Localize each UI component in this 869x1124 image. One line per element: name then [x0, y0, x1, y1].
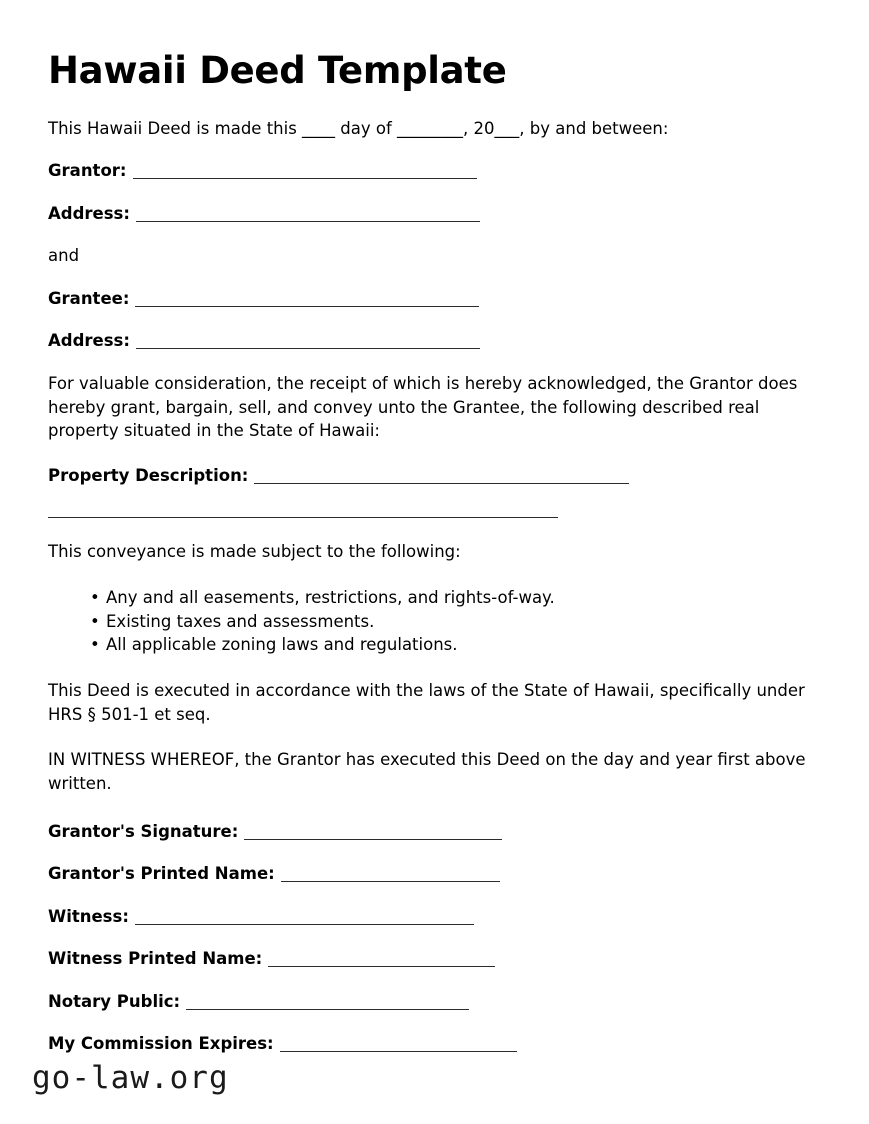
bullet-icon: •: [90, 635, 100, 655]
field-grantor-signature: [48, 821, 821, 842]
field-grantor-address: [48, 203, 821, 224]
witness-paragraph: IN WITNESS WHEREOF, the Grantor has executed this Deed on the day and year first above written.: [48, 750, 806, 793]
intro-paragraph: This Hawaii Deed is made this ____ day of ________, 20___, by and between:: [48, 118, 669, 138]
grantor-printed-name-label: Grantor's Printed Name:: [48, 864, 275, 884]
field-witness: [48, 906, 821, 927]
commission-expires-label: My Commission Expires:: [48, 1034, 274, 1054]
deed-document-body: [48, 49, 821, 1076]
execution-paragraph: This Deed is executed in accordance with the laws of the State of Hawaii, specifically under HRS § 501-1 et seq.: [48, 681, 805, 724]
field-property-description: [48, 465, 821, 486]
signature-block: [48, 821, 821, 1055]
property-description-blank-line[interactable]: [254, 482, 629, 484]
witness-printed-name-blank-line[interactable]: [268, 965, 495, 967]
site-watermark: go-law.org: [32, 1060, 229, 1096]
witness-printed-name-label: Witness Printed Name:: [48, 949, 263, 969]
page-title: Hawaii Deed Template: [48, 49, 507, 92]
field-grantee: [48, 288, 821, 309]
field-grantee-address: [48, 330, 821, 351]
grantor-signature-label: Grantor's Signature:: [48, 822, 239, 842]
property-description-label: Property Description:: [48, 465, 249, 485]
grantee-address-blank-line[interactable]: [136, 347, 480, 349]
parties-conjunction: and: [48, 246, 80, 266]
list-item-label: All applicable zoning laws and regulations.: [106, 635, 458, 655]
grantor-signature-blank-line[interactable]: [244, 838, 502, 840]
list-item: [90, 610, 821, 634]
grantor-label: Grantor:: [48, 161, 127, 181]
notary-public-label: Notary Public:: [48, 991, 181, 1011]
grantor-printed-name-blank-line[interactable]: [281, 880, 500, 882]
list-item: [90, 633, 821, 657]
field-witness-printed-name: [48, 948, 821, 969]
field-notary-public: [48, 991, 821, 1012]
field-grantor-printed-name: [48, 863, 821, 884]
grantee-address-label: Address:: [48, 331, 130, 351]
bullet-icon: •: [90, 587, 100, 607]
field-commission-expires: [48, 1033, 821, 1054]
subject-to-list: [48, 586, 821, 658]
notary-public-blank-line[interactable]: [186, 1008, 469, 1010]
bullet-icon: •: [90, 611, 100, 631]
witness-label: Witness:: [48, 906, 129, 926]
witness-blank-line[interactable]: [135, 923, 474, 925]
subject-to-intro: This conveyance is made subject to the following:: [48, 542, 461, 562]
list-item-label: Any and all easements, restrictions, and rights-of-way.: [106, 587, 555, 607]
grantor-address-label: Address:: [48, 203, 130, 223]
grantor-blank-line[interactable]: [133, 177, 477, 179]
list-item-label: Existing taxes and assessments.: [106, 611, 375, 631]
consideration-paragraph: For valuable consideration, the receipt of which is hereby acknowledged, the Grantor does hereby grant, bargain, sell, and convey unto the Grantee, the following described real property situated in the State of Hawaii:: [48, 374, 798, 441]
grantee-label: Grantee:: [48, 288, 130, 308]
property-description-blank-line-2[interactable]: [48, 516, 558, 518]
list-item: [90, 586, 821, 610]
commission-expires-blank-line[interactable]: [280, 1050, 517, 1052]
grantor-address-blank-line[interactable]: [136, 220, 480, 222]
grantee-blank-line[interactable]: [135, 305, 479, 307]
field-grantor: [48, 160, 821, 181]
